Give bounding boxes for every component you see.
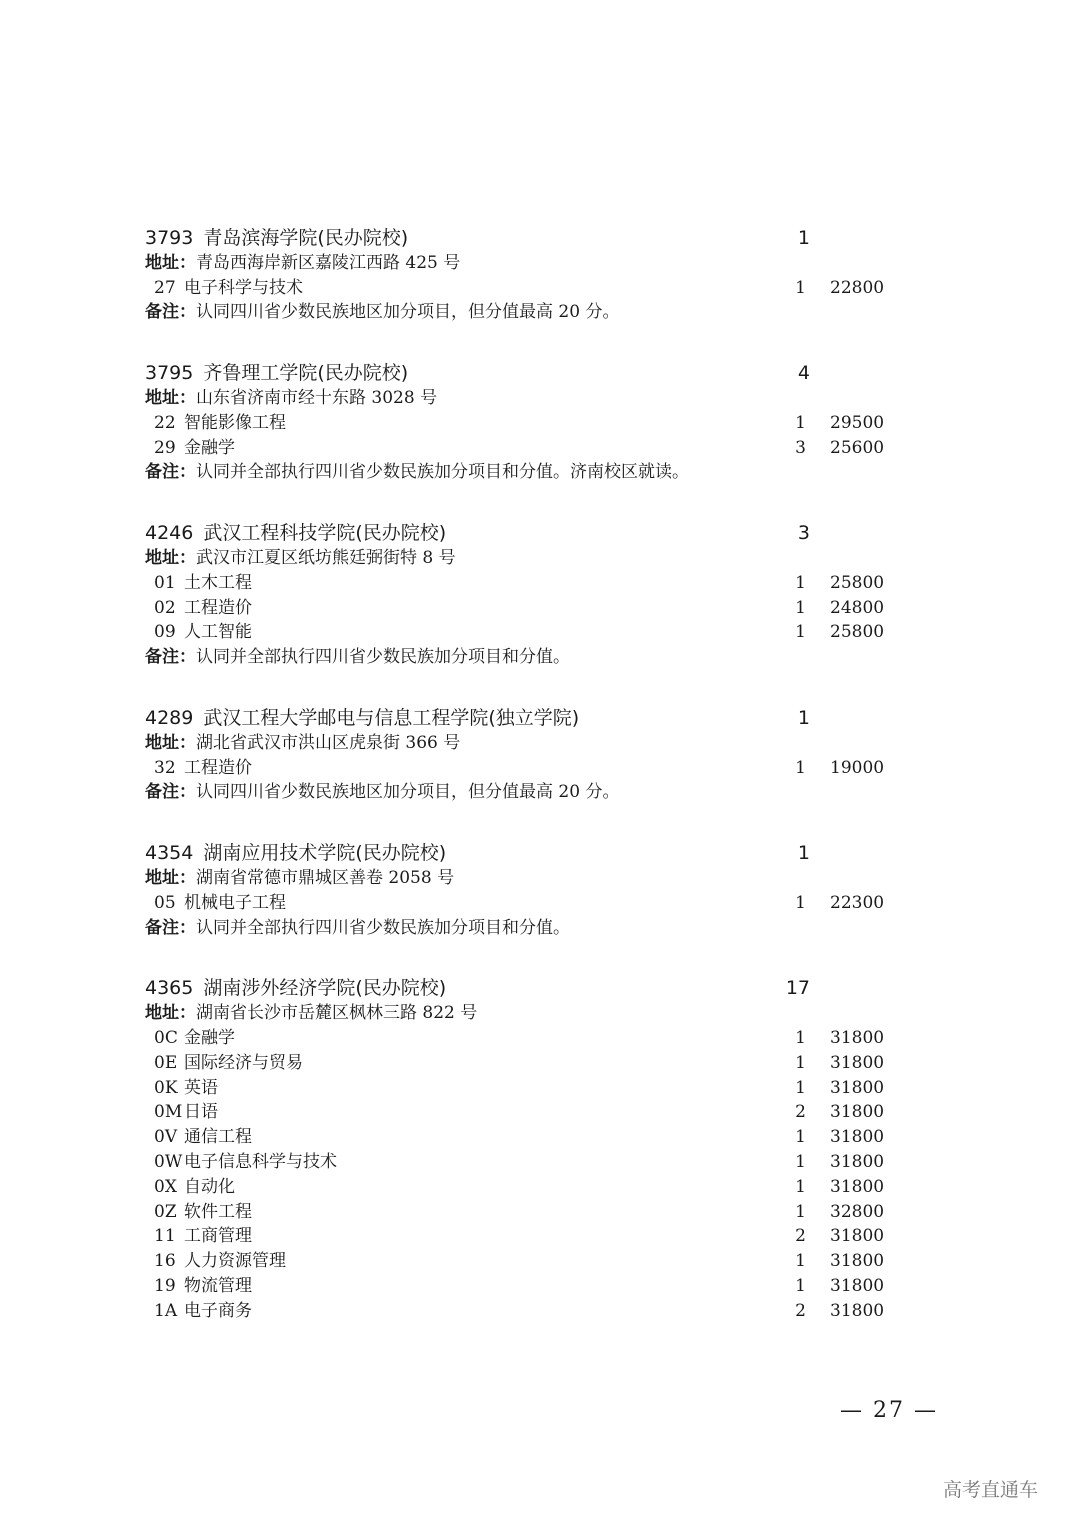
major-code: 19 xyxy=(154,1275,176,1296)
school-block xyxy=(145,841,905,940)
major-count: 1 xyxy=(795,1027,806,1048)
major-name: 英语 xyxy=(184,1077,218,1098)
school-name: 青岛滨海学院(民办院校) xyxy=(203,227,409,249)
major-score: 31800 xyxy=(830,1251,885,1272)
major-count: 1 xyxy=(795,1201,806,1222)
school-note xyxy=(145,645,905,670)
major-count: 2 xyxy=(795,1226,806,1247)
major-score: 31800 xyxy=(830,1052,885,1073)
major-count: 3 xyxy=(795,437,806,458)
major-score: 31800 xyxy=(830,1226,885,1247)
major-row xyxy=(145,1224,905,1249)
school-address xyxy=(145,1001,905,1026)
major-code: 0K xyxy=(154,1077,178,1098)
major-code: 0X xyxy=(154,1176,177,1197)
major-code: 0Z xyxy=(154,1201,177,1222)
major-score: 31800 xyxy=(830,1300,885,1321)
major-count: 1 xyxy=(795,1077,806,1098)
address-text: 青岛西海岸新区嘉陵江西路 425 号 xyxy=(196,252,461,273)
major-score: 25600 xyxy=(830,437,885,458)
major-row xyxy=(145,1051,905,1076)
major-code: 0E xyxy=(154,1052,178,1073)
major-name: 电子商务 xyxy=(184,1300,252,1321)
major-code: 0M xyxy=(154,1102,183,1123)
school-name: 湖南应用技术学院(民办院校) xyxy=(203,842,447,865)
major-count: 1 xyxy=(795,1151,806,1172)
school-name: 齐鲁理工学院(民办院校) xyxy=(203,362,409,385)
school-heading xyxy=(145,841,905,866)
major-name: 通信工程 xyxy=(184,1127,252,1148)
address-text: 湖南省长沙市岳麓区枫林三路 822 号 xyxy=(196,1003,478,1024)
school-note xyxy=(145,460,905,485)
major-name: 物流管理 xyxy=(184,1275,252,1296)
major-row xyxy=(145,1175,905,1200)
school-address xyxy=(145,546,905,571)
watermark: 高考直通车 xyxy=(943,1479,1039,1501)
major-count: 2 xyxy=(795,1300,806,1321)
school-block xyxy=(145,361,905,485)
major-name: 工商管理 xyxy=(184,1226,252,1247)
major-count: 1 xyxy=(795,1052,806,1073)
major-row xyxy=(145,1150,905,1175)
note-label: 备注： xyxy=(145,302,196,323)
major-count: 1 xyxy=(795,622,806,643)
school-code: 4289 xyxy=(145,706,194,729)
major-count: 1 xyxy=(795,892,806,913)
school-total-count: 1 xyxy=(797,227,810,249)
major-name: 智能影像工程 xyxy=(184,412,286,433)
major-row xyxy=(145,756,905,781)
note-text: 认同并全部执行四川省少数民族加分项目和分值。 xyxy=(196,917,570,938)
major-row xyxy=(145,1249,905,1274)
major-score: 31800 xyxy=(830,1027,885,1048)
major-score: 29500 xyxy=(830,412,885,433)
school-name: 湖南涉外经济学院(民办院校) xyxy=(203,977,447,1000)
major-code: 0C xyxy=(154,1027,178,1048)
major-row xyxy=(145,891,905,916)
address-text: 湖南省常德市鼎城区善卷 2058 号 xyxy=(196,867,455,888)
major-count: 1 xyxy=(795,1176,806,1197)
school-name: 武汉工程科技学院(民办院校) xyxy=(203,522,447,545)
school-list xyxy=(145,226,905,1359)
major-code: 11 xyxy=(154,1226,176,1247)
major-row xyxy=(145,1100,905,1125)
major-count: 1 xyxy=(795,412,806,433)
major-name: 日语 xyxy=(184,1102,218,1123)
school-address xyxy=(145,731,905,756)
major-code: 01 xyxy=(154,572,176,593)
major-code: 16 xyxy=(154,1251,176,1272)
major-row xyxy=(145,411,905,436)
major-count: 1 xyxy=(795,277,806,298)
major-count: 1 xyxy=(795,1127,806,1148)
major-score: 31800 xyxy=(830,1102,885,1123)
major-code: 02 xyxy=(154,597,176,618)
major-code: 05 xyxy=(154,892,176,913)
school-code: 3795 xyxy=(145,362,194,385)
major-count: 1 xyxy=(795,1275,806,1296)
major-name: 金融学 xyxy=(184,1027,235,1048)
school-block xyxy=(145,976,905,1323)
major-score: 32800 xyxy=(830,1201,885,1222)
major-row xyxy=(145,1125,905,1150)
note-label: 备注： xyxy=(145,917,196,938)
school-address xyxy=(145,866,905,891)
school-code: 4354 xyxy=(145,842,194,865)
major-code: 09 xyxy=(154,622,176,643)
major-row xyxy=(145,276,905,301)
major-code: 0W xyxy=(154,1151,183,1172)
school-total-count: 3 xyxy=(797,522,810,545)
major-name: 工程造价 xyxy=(184,757,252,778)
school-heading xyxy=(145,361,905,386)
school-note xyxy=(145,780,905,805)
major-score: 25800 xyxy=(830,622,885,643)
major-score: 22300 xyxy=(830,892,885,913)
school-block xyxy=(145,226,905,325)
address-label: 地址： xyxy=(145,867,196,888)
note-text: 认同并全部执行四川省少数民族加分项目和分值。济南校区就读。 xyxy=(196,462,689,483)
address-text: 湖北省武汉市洪山区虎泉街 366 号 xyxy=(196,732,461,753)
school-address xyxy=(145,251,905,276)
address-label: 地址： xyxy=(145,252,196,273)
school-note xyxy=(145,300,905,325)
major-row xyxy=(145,1076,905,1101)
major-row xyxy=(145,596,905,621)
major-count: 2 xyxy=(795,1102,806,1123)
major-code: 29 xyxy=(154,437,176,458)
page-number: — 27 — xyxy=(840,1398,938,1423)
school-block xyxy=(145,521,905,670)
major-name: 电子科学与技术 xyxy=(184,277,303,298)
major-count: 1 xyxy=(795,597,806,618)
school-block xyxy=(145,706,905,805)
major-name: 电子信息科学与技术 xyxy=(184,1151,337,1172)
major-name: 国际经济与贸易 xyxy=(184,1052,303,1073)
major-row xyxy=(145,436,905,461)
school-heading xyxy=(145,226,905,251)
major-count: 1 xyxy=(795,1251,806,1272)
major-code: 27 xyxy=(154,277,176,298)
school-heading xyxy=(145,521,905,546)
major-name: 土木工程 xyxy=(184,572,252,593)
address-text: 武汉市江夏区纸坊熊廷弼街特 8 号 xyxy=(196,547,456,568)
note-text: 认同四川省少数民族地区加分项目，但分值最高 20 分。 xyxy=(196,302,620,323)
major-row xyxy=(145,1026,905,1051)
major-name: 工程造价 xyxy=(184,597,252,618)
major-row xyxy=(145,1299,905,1324)
school-heading xyxy=(145,976,905,1001)
school-code: 4246 xyxy=(145,522,194,545)
school-total-count: 17 xyxy=(785,977,810,1000)
major-count: 1 xyxy=(795,572,806,593)
school-total-count: 1 xyxy=(797,842,810,865)
major-score: 31800 xyxy=(830,1176,885,1197)
major-code: 1A xyxy=(154,1300,178,1321)
major-code: 22 xyxy=(154,412,176,433)
note-label: 备注： xyxy=(145,462,196,483)
school-note xyxy=(145,916,905,941)
school-total-count: 4 xyxy=(797,362,810,385)
major-score: 25800 xyxy=(830,572,885,593)
major-score: 19000 xyxy=(830,757,885,778)
address-label: 地址： xyxy=(145,387,196,408)
note-label: 备注： xyxy=(145,647,196,668)
major-row xyxy=(145,1200,905,1225)
major-score: 31800 xyxy=(830,1151,885,1172)
major-score: 31800 xyxy=(830,1127,885,1148)
major-name: 软件工程 xyxy=(184,1201,252,1222)
school-code: 3793 xyxy=(145,227,194,249)
address-label: 地址： xyxy=(145,732,196,753)
major-row xyxy=(145,1274,905,1299)
school-address xyxy=(145,386,905,411)
note-label: 备注： xyxy=(145,782,196,803)
school-name: 武汉工程大学邮电与信息工程学院(独立学院) xyxy=(203,706,580,729)
major-row xyxy=(145,571,905,596)
major-row xyxy=(145,620,905,645)
major-score: 31800 xyxy=(830,1275,885,1296)
major-count: 1 xyxy=(795,757,806,778)
major-score: 31800 xyxy=(830,1077,885,1098)
major-name: 自动化 xyxy=(184,1176,235,1197)
major-name: 金融学 xyxy=(184,437,235,458)
major-code: 32 xyxy=(154,757,176,778)
school-total-count: 1 xyxy=(797,706,810,729)
address-label: 地址： xyxy=(145,1003,196,1024)
address-text: 山东省济南市经十东路 3028 号 xyxy=(196,387,438,408)
school-heading xyxy=(145,706,905,731)
major-name: 人力资源管理 xyxy=(184,1251,286,1272)
note-text: 认同四川省少数民族地区加分项目，但分值最高 20 分。 xyxy=(196,782,620,803)
major-score: 24800 xyxy=(830,597,885,618)
major-score: 22800 xyxy=(830,277,885,298)
major-name: 人工智能 xyxy=(184,622,252,643)
note-text: 认同并全部执行四川省少数民族加分项目和分值。 xyxy=(196,647,570,668)
address-label: 地址： xyxy=(145,547,196,568)
major-code: 0V xyxy=(154,1127,178,1148)
major-name: 机械电子工程 xyxy=(184,892,286,913)
school-code: 4365 xyxy=(145,977,194,1000)
